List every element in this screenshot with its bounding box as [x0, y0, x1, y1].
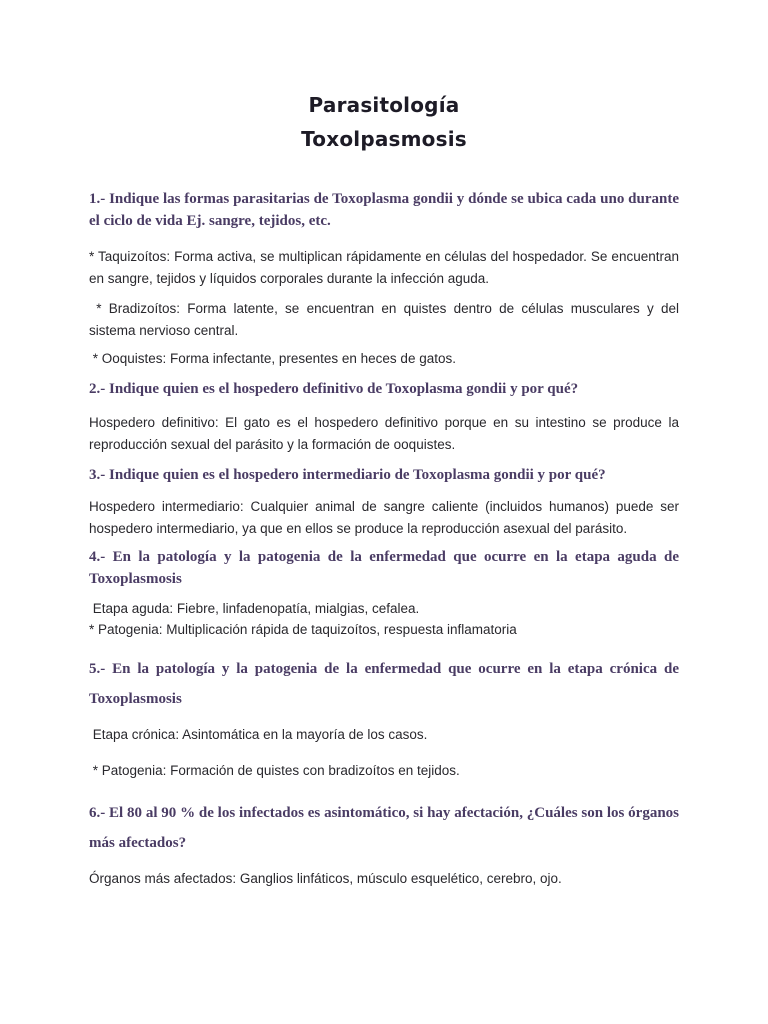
answer-5-etapa-cronica: Etapa crónica: Asintomática en la mayoría de los casos. [89, 727, 428, 742]
question-6: 6.- El 80 al 90 % de los infectados es asintomático, si hay afectación, ¿Cuáles son los órganos más afectados? [89, 805, 683, 851]
question-1: 1.- Indique las formas parasitarias de Toxoplasma gondii y dónde se ubica cada uno durante el ciclo de vida Ej. sangre, tejidos, etc. [89, 191, 683, 229]
question-2: 2.- Indique quien es el hospedero definitivo de Toxoplasma gondii y por qué? [89, 381, 579, 397]
answer-6: Órganos más afectados: Ganglios linfáticos, músculo esquelético, cerebro, ojo. [89, 871, 562, 886]
answer-5-patogenia: * Patogenia: Formación de quistes con bradizoítos en tejidos. [89, 763, 460, 778]
answer-2: Hospedero definitivo: El gato es el hospedero definitivo porque en su intestino se produce la reproducción sexual del parásito y la formación de ooquistes. [89, 415, 683, 452]
question-5: 5.- En la patología y la patogenia de la enfermedad que ocurre en la etapa crónica de Toxoplasmosis [89, 661, 683, 707]
answer-1-bradizoitos: * Bradizoítos: Forma latente, se encuentran en quistes dentro de células musculares y del sistema nervioso central. [89, 301, 683, 338]
answer-1-taquizoitos: * Taquizoítos: Forma activa, se multiplican rápidamente en células del hospedador. Se encuentran en sangre, tejidos y líquidos corporales durante la infección aguda. [89, 249, 683, 286]
question-3: 3.- Indique quien es el hospedero intermediario de Toxoplasma gondii y por qué? [89, 467, 606, 483]
answer-4-etapa-aguda: Etapa aguda: Fiebre, linfadenopatía, mialgias, cefalea. [89, 601, 420, 616]
doc-title-line2: Toxolpasmosis [301, 127, 467, 151]
answer-4-patogenia: * Patogenia: Multiplicación rápida de taquizoítos, respuesta inflamatoria [89, 622, 517, 637]
question-4: 4.- En la patología y la patogenia de la enfermedad que ocurre en la etapa aguda de Toxoplasmosis [89, 549, 683, 587]
answer-3: Hospedero intermediario: Cualquier animal de sangre caliente (incluidos humanos) puede ser hospedero intermediario, ya que en ellos se produce la reproducción asexual del parásito. [89, 499, 683, 536]
answer-1-ooquistes: * Ooquistes: Forma infectante, presentes en heces de gatos. [89, 351, 456, 366]
doc-title-line1: Parasitología [308, 93, 460, 117]
